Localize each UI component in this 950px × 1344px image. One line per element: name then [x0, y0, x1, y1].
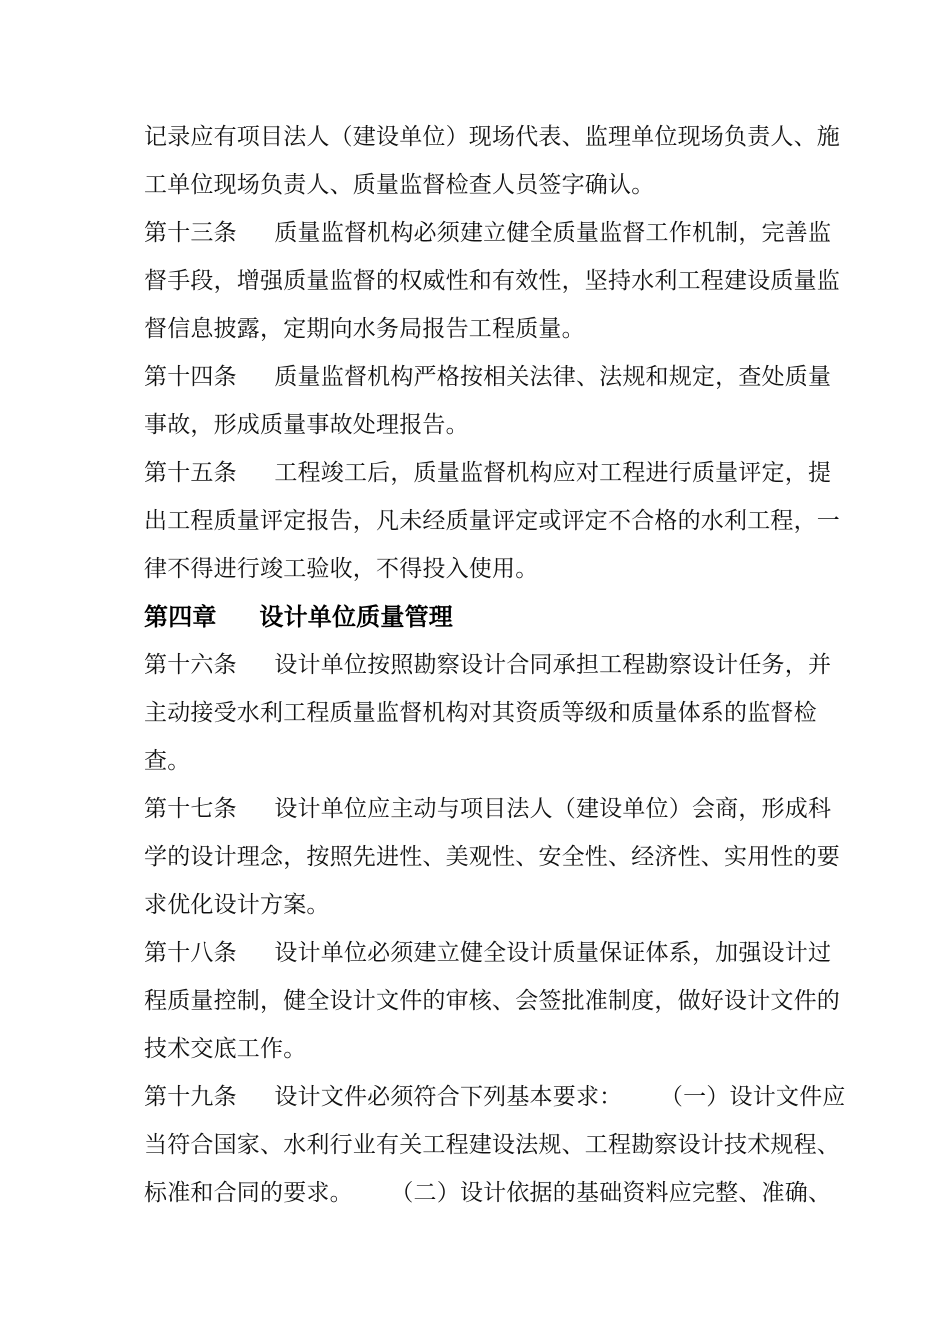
text-line: 记录应有项目法人（建设单位）现场代表、监理单位现场负责人、施	[144, 124, 840, 150]
text-line: 工单位现场负责人、质量监督检查人员签字确认。	[144, 172, 655, 198]
text-line: 主动接受水利工程质量监督机构对其资质等级和质量体系的监督检	[144, 700, 817, 726]
article-17-line: 第十七条 设计单位应主动与项目法人（建设单位）会商，形成科	[144, 796, 832, 822]
text-line: 督信息披露，定期向水务局报告工程质量。	[144, 316, 585, 342]
text-line: 当符合国家、水利行业有关工程建设法规、工程勘察设计技术规程、	[144, 1132, 840, 1158]
article-15-line: 第十五条 工程竣工后，质量监督机构应对工程进行质量评定，提	[144, 460, 832, 486]
chapter-heading: 第四章 设计单位质量管理	[144, 603, 453, 631]
article-16-line: 第十六条 设计单位按照勘察设计合同承担工程勘察设计任务，并	[144, 652, 832, 678]
text-line: 出工程质量评定报告，凡未经质量评定或评定不合格的水利工程，一	[144, 508, 840, 534]
article-18-line: 第十八条 设计单位必须建立健全设计质量保证体系，加强设计过	[144, 940, 832, 966]
text-line: 查。	[144, 748, 191, 774]
article-19-line: 第十九条 设计文件必须符合下列基本要求： （一）设计文件应	[144, 1084, 846, 1110]
text-line: 求优化设计方案。	[144, 892, 330, 918]
text-line: 标准和合同的要求。 （二）设计依据的基础资料应完整、准确、	[144, 1180, 832, 1206]
text-line: 督手段，增强质量监督的权威性和有效性，坚持水利工程建设质量监	[144, 268, 840, 294]
text-line: 律不得进行竣工验收，不得投入使用。	[144, 556, 539, 582]
text-line: 技术交底工作。	[144, 1036, 307, 1062]
text-line: 程质量控制，健全设计文件的审核、会签批准制度，做好设计文件的	[144, 988, 840, 1014]
article-14-line: 第十四条 质量监督机构严格按相关法律、法规和规定，查处质量	[144, 364, 832, 390]
article-13-line: 第十三条 质量监督机构必须建立健全质量监督工作机制，完善监	[144, 220, 832, 246]
text-line: 学的设计理念，按照先进性、美观性、安全性、经济性、实用性的要	[144, 844, 840, 870]
text-line: 事故，形成质量事故处理报告。	[144, 412, 469, 438]
